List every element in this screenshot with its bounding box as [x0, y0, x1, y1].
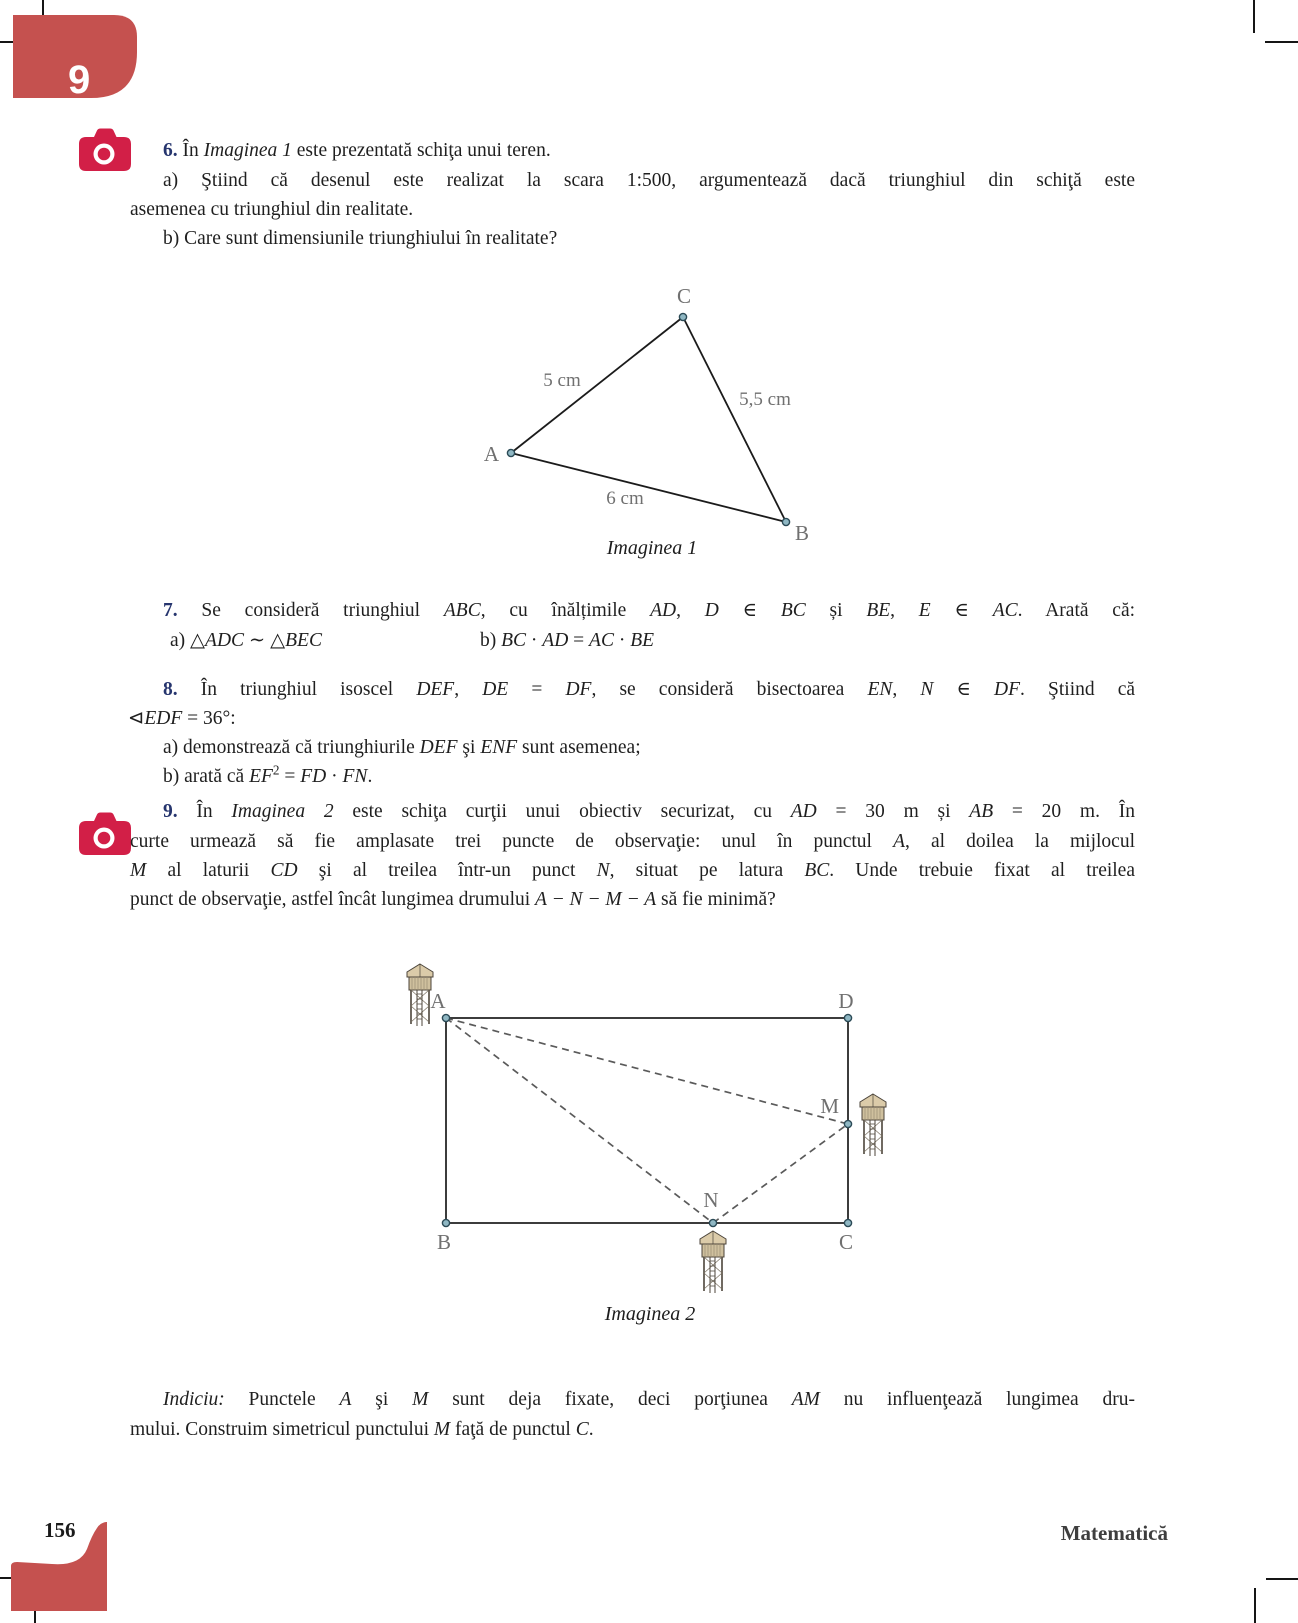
chapter-number: 9	[68, 58, 91, 102]
point-label-C: C	[838, 1230, 854, 1254]
side-label-CB: 5,5 cm	[739, 389, 791, 410]
figure-imaginea-1	[455, 278, 825, 548]
watchtower-icon-M	[860, 1094, 886, 1156]
problem-7-line-2b: b) BC · AD = AC · BE	[480, 630, 655, 651]
yard-point-dots	[442, 1014, 851, 1226]
point-dot-N	[709, 1219, 716, 1226]
problem-6-line-4: b) Care sunt dimensiunile triunghiului în realitate?	[163, 228, 558, 249]
path-A-M	[446, 1018, 848, 1124]
yard-rectangle	[446, 1018, 848, 1223]
watchtower-icon-N	[700, 1231, 726, 1293]
crop-mark-top-right-v	[1253, 0, 1255, 33]
crop-mark-bottom-right-h	[1266, 1578, 1298, 1580]
point-label-N: N	[703, 1188, 719, 1212]
problem-8-line-2: ⊲EDF = 36°:	[128, 708, 236, 729]
hint-line-1: Indiciu: Punctele A şi M sunt deja fixate, deci porţiunea AM nu influenţează lungimea dru-	[163, 1389, 1136, 1410]
crop-mark-top-right-h	[1265, 41, 1298, 43]
problem-8-line-3: a) demonstrează că triunghiurile DEF şi ENF sunt asemenea;	[163, 737, 641, 758]
path-A-N	[446, 1018, 713, 1223]
watchtower-icon-A	[407, 964, 433, 1026]
problem-8-line-1: 8. În triunghiul isoscel DEF, DE = DF, se consideră bisectoarea EN, N ∈ DF. Ştiind că	[163, 679, 1136, 700]
vertex-dot-A	[507, 449, 514, 456]
vertex-label-B: B	[795, 521, 810, 545]
point-dot-A	[442, 1014, 449, 1021]
problem-6-line-3: asemenea cu triunghiul din realitate.	[130, 199, 414, 220]
problem-9-line-3: M al laturii CD şi al treilea într-un punct N, situat pe latura BC. Unde trebuie fixat al treilea	[130, 860, 1135, 881]
side-label-AC: 5 cm	[543, 370, 581, 391]
point-label-B: B	[436, 1230, 452, 1254]
problem-7-line-1: 7. Se consideră triunghiul ABC, cu înălțimile AD, D ∈ BC și BE, E ∈ AC. Arată că:	[163, 600, 1136, 621]
point-label-D: D	[838, 989, 854, 1013]
footer-subject: Matematică	[1060, 1521, 1168, 1545]
vertex-label-A: A	[483, 442, 499, 466]
vertex-dot-C	[679, 313, 686, 320]
figure-imaginea-2	[380, 930, 920, 1308]
problem-6-line-2: a) Ştiind că desenul este realizat la scara 1:500, argumentează dacă triunghiul din schiţă este	[163, 170, 1135, 191]
problem-9-line-1: 9. În Imaginea 2 este schiţa curţii unui obiectiv securizat, cu AD = 30 m și AB = 20 m. În	[163, 801, 1135, 822]
footer-corner-shape	[0, 1515, 120, 1623]
problem-6-line-1: 6. În Imaginea 1 este prezentată schiţa unui teren.	[163, 140, 551, 161]
figure-1-caption: Imaginea 1	[606, 537, 698, 559]
camera-icon	[79, 811, 131, 855]
point-dot-M	[844, 1120, 851, 1127]
point-label-A: A	[430, 989, 446, 1013]
point-dot-D	[844, 1014, 851, 1021]
problem-8-line-4: b) arată că $EF^2$ = FD · FN.	[163, 762, 373, 787]
page-number: 156	[44, 1518, 76, 1542]
figure-2-caption: Imaginea 2	[604, 1303, 696, 1325]
problem-9-line-4: punct de observaţie, astfel încât lungimea drumului A − N − M − A să fie minimă?	[130, 889, 776, 910]
vertex-label-C: C	[676, 284, 692, 308]
point-label-M: M	[820, 1094, 839, 1118]
hint-line-2: mului. Construim simetricul punctului M faţă de punctul C.	[130, 1419, 594, 1440]
point-dot-C	[844, 1219, 851, 1226]
triangle-sides	[511, 317, 786, 522]
problem-7-line-2a: a) △ADC ∼ △BEC	[170, 630, 322, 651]
side-label-AB: 6 cm	[606, 488, 644, 509]
crop-mark-bottom-right-v	[1254, 1588, 1256, 1623]
path-N-M	[713, 1124, 848, 1223]
problem-9-line-2: curte urmează să fie amplasate trei puncte de observaţie: unul în punctul A, al doilea la mijlocul	[130, 831, 1135, 852]
point-dot-B	[442, 1219, 449, 1226]
camera-icon	[79, 127, 131, 171]
dashed-paths	[446, 1018, 848, 1223]
vertex-dot-B	[782, 518, 789, 525]
